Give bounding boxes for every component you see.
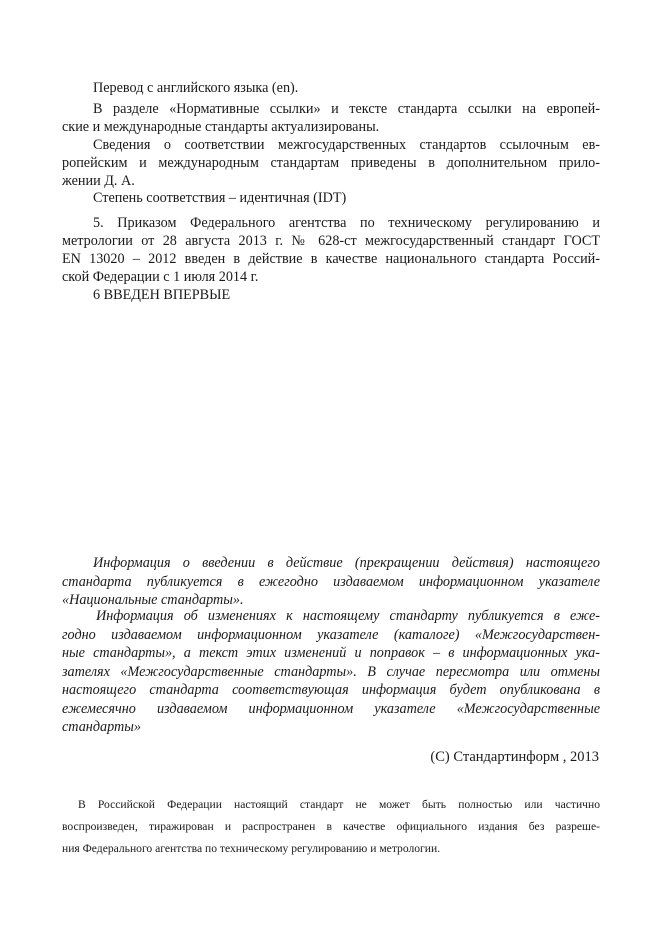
- text-line: ния Федерального агентства по техническому регулированию и метрологии.: [62, 842, 441, 855]
- text-line: «Национальные стандарты».: [62, 592, 244, 608]
- item6-line: 6 ВВЕДЕН ВПЕРВЫЕ: [93, 287, 231, 303]
- text-line: воспроизведен, тиражирован и распространен в качестве официального издания без разреше-: [62, 820, 600, 833]
- appendix-paragraph: [62, 136, 600, 190]
- text-line: годно издаваемом информационном указателе (каталоге) «Межгосударствен-: [62, 626, 600, 643]
- item6-paragraph: [62, 286, 600, 304]
- text-line: ные стандарты», а текст этих изменений и поправок – в информационных ука-: [62, 645, 600, 661]
- text-line: 5. Приказом Федерального агентства по техническому регулированию и: [93, 215, 600, 231]
- reproduction-notice: [62, 794, 600, 860]
- text-line: ропейским и международным стандартам приведены в дополнительном прило-: [62, 155, 600, 171]
- order-paragraph: [62, 214, 600, 286]
- info-intro-paragraph: [62, 554, 600, 610]
- text-line: В разделе «Нормативные ссылки» и тексте стандарта ссылки на европей-: [93, 101, 600, 117]
- text-line: ские и международные стандарты актуализированы.: [62, 119, 380, 135]
- text-line: жении Д. А.: [62, 173, 135, 189]
- text-line: настоящего стандарта соответствующая информация будет опубликована в: [62, 682, 600, 698]
- text-line: Информация о введении в действие (прекращении действия) настоящего: [93, 555, 600, 571]
- info-changes-paragraph: [62, 607, 600, 737]
- text-line: Сведения о соответствии межгосударственных стандартов ссылочным ев-: [93, 137, 600, 153]
- translation-line: Перевод с английского языка (en).: [93, 80, 299, 96]
- text-line: стандарта публикуется в ежегодно издаваемом информационном указателе: [62, 573, 600, 590]
- text-line: зателях «Межгосударственные стандарты». В случае пересмотра или отмены: [62, 663, 600, 680]
- copyright-line: (C) Стандартинформ , 2013: [430, 749, 599, 765]
- text-line: стандарты»: [62, 719, 141, 735]
- degree-line: Степень соответствия – идентичная (IDT): [93, 190, 347, 206]
- text-line: метрологии от 28 августа 2013 г. № 628-ст межгосударственный стандарт ГОСТ: [62, 233, 600, 249]
- text-line: EN 13020 – 2012 введен в действие в качестве национального стандарта Россий-: [62, 251, 600, 267]
- degree-paragraph: [62, 189, 600, 207]
- text-line: ской Федерации с 1 июля 2014 г.: [62, 269, 259, 285]
- text-line: Информация об изменениях к настоящему стандарту публикуется в еже-: [96, 608, 600, 624]
- translation-paragraph: [62, 79, 600, 97]
- references-paragraph: [62, 100, 600, 136]
- text-line: В Российской Федерации настоящий стандарт не может быть полностью или частично: [78, 798, 600, 811]
- text-line: ежемесячно издаваемом информационном указателе «Межгосударственные: [62, 700, 600, 717]
